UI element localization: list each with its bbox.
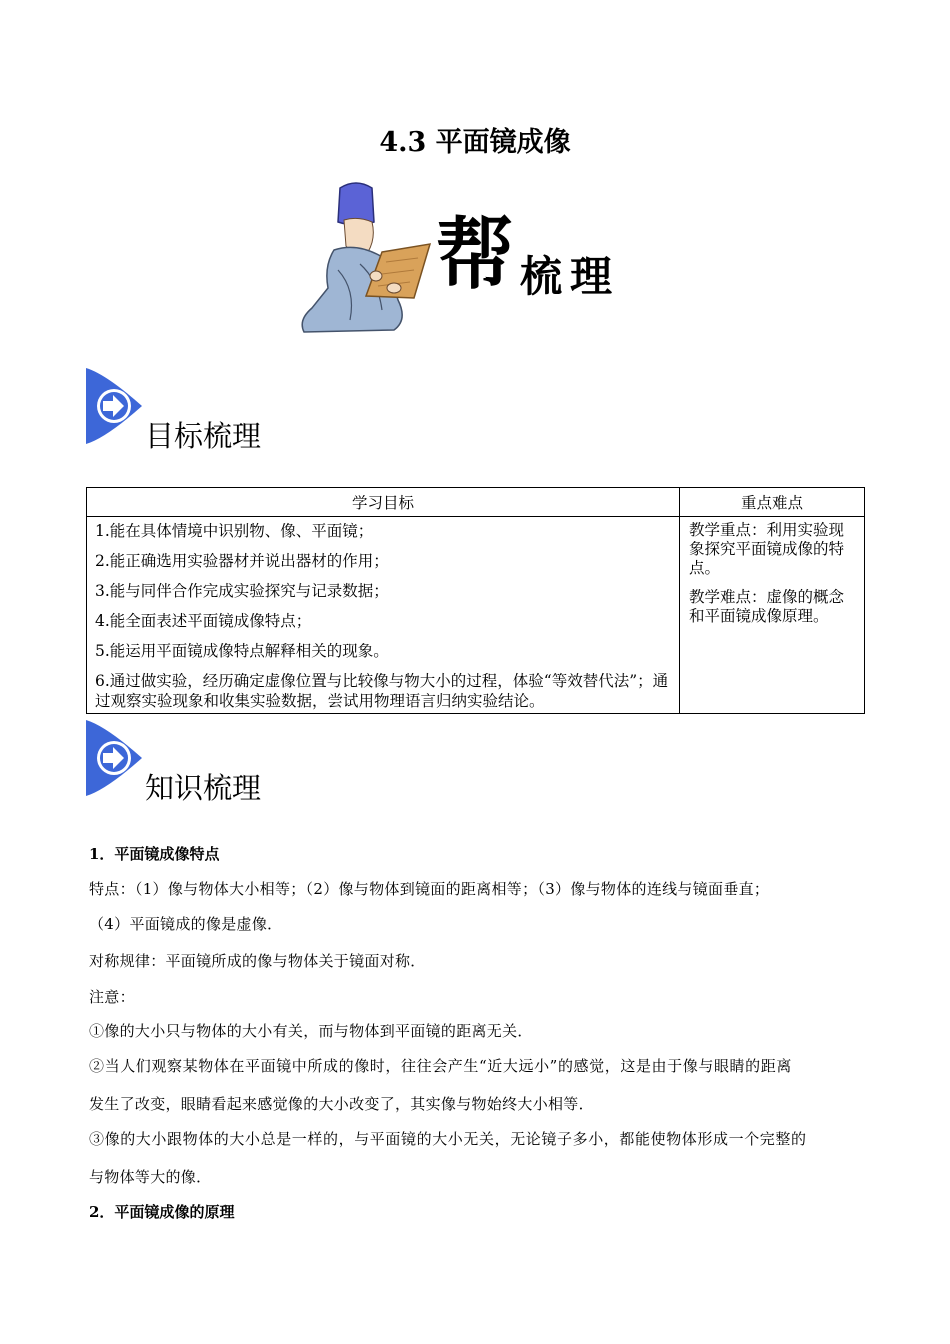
goal-item: 2.能正确选用实验器材并说出器材的作用；: [95, 552, 389, 570]
table-header-keypoints: 重点难点: [680, 488, 865, 517]
keypoints-cell: [680, 517, 865, 714]
note-item: 发生了改变，眼睛看起来感觉像的大小改变了，其实像与物始终大小相等．: [89, 1095, 594, 1113]
page-title: 4.3 平面镜成像: [379, 127, 571, 158]
goals-table: [86, 487, 865, 714]
banner-sub-characters: 梳理: [520, 252, 621, 301]
banner-main-character: 帮: [436, 209, 515, 300]
point2-heading: 2．平面镜成像的原理: [89, 1203, 235, 1221]
section-heading-knowledge: 知识梳理: [145, 771, 262, 805]
note-item: ②当人们观察某物体在平面镜中所成的像时，往往会产生“近大远小”的感觉，这是由于像与眼睛的距离: [89, 1057, 792, 1075]
goals-cell: [87, 517, 680, 714]
note-label: 注意：: [89, 988, 135, 1006]
table-header-goals: 学习目标: [87, 488, 680, 517]
note-item: ③像的大小跟物体的大小总是一样的，与平面镜的大小无关，无论镜子多小，都能使物体形成一个完整的: [89, 1130, 807, 1148]
note-item: 与物体等大的像．: [89, 1168, 212, 1186]
goal-item: 5.能运用平面镜成像特点解释相关的现象。: [95, 642, 389, 660]
features-line: （4）平面镜成的像是虚像．: [89, 915, 283, 933]
goal-item: 1.能在具体情境中识别物、像、平面镜；: [95, 522, 374, 540]
key-point-focus: 教学重点：利用实验现象探究平面镜成像的特点。: [689, 521, 845, 577]
note-item: ①像的大小只与物体的大小有关，而与物体到平面镜的距离无关．: [89, 1022, 533, 1040]
point1-heading: 1．平面镜成像特点: [89, 845, 220, 863]
symmetry-rule: 对称规律：平面镜所成的像与物体关于镜面对称．: [89, 952, 426, 970]
section-heading-goals: 目标梳理: [145, 419, 262, 453]
arrow-icon: [86, 720, 146, 796]
goal-item: 6.通过做实验，经历确定虚像位置与比较像与物大小的过程，体验“等效替代法”；通过观察实验现象和收集实验数据，尝试用物理语言归纳实验结论。: [95, 672, 669, 710]
arrow-icon: [86, 368, 146, 444]
banner-illustration: [298, 180, 628, 340]
goal-item: 4.能全面表述平面镜成像特点；: [95, 612, 312, 630]
goal-item: 3.能与同伴合作完成实验探究与记录数据；: [95, 582, 389, 600]
features-line: 特点：（1）像与物体大小相等；（2）像与物体到镜面的距离相等；（3）像与物体的连线与镜面垂直；: [89, 880, 770, 898]
key-point-difficulty: 教学难点：虚像的概念和平面镜成像原理。: [689, 588, 845, 625]
